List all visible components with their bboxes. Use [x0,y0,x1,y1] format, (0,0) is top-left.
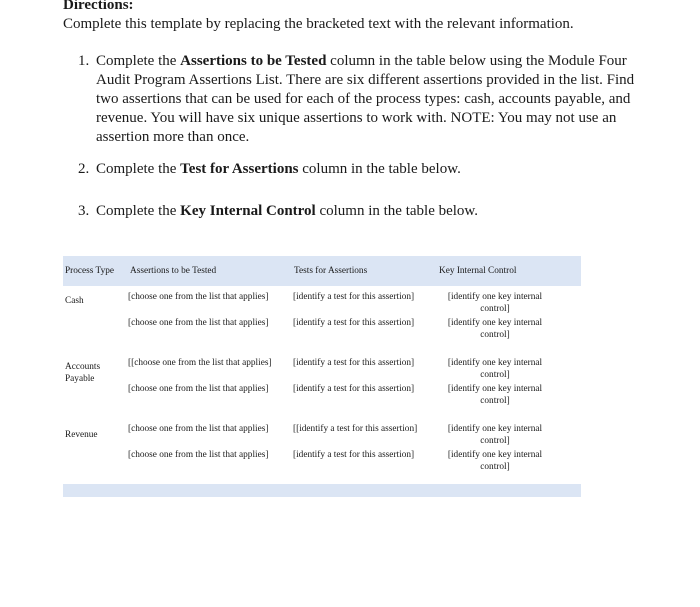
assertion-cell: [choose one from the list that applies] [128,318,269,328]
test-cell: [identify a test for this assertion] [293,358,415,368]
instruction-list [78,52,638,222]
control-cell: [identify one key internal control] [447,450,543,472]
test-cell: [identify a test for this assertion] [293,384,415,394]
process-type-cell: Cash [65,296,84,306]
table-row [63,383,581,409]
header-process-type: Process Type [65,266,115,276]
test-cell: [identify a test for this assertion] [293,292,415,302]
control-cell: [identify one key internal control] [447,358,543,380]
control-cell: [identify one key internal control] [447,424,543,446]
intro-text: Complete this template by replacing the bracketed text with the relevant information. [63,16,574,32]
table-group-revenue [63,423,581,475]
step-number: 2. [78,161,90,177]
test-cell: [identify a test for this assertion] [293,450,415,460]
table-header-row [63,256,581,286]
instruction-item [78,52,638,147]
step-number: 3. [78,203,90,219]
control-cell: [identify one key internal control] [447,318,543,340]
table-group-accounts-payable [63,357,581,409]
table-row [63,449,581,475]
header-assertions: Assertions to be Tested [130,266,217,276]
assertion-cell: [choose one from the list that applies] [128,384,269,394]
table-footer-band [63,484,581,497]
header-key-control: Key Internal Control [439,266,517,276]
assertions-table [63,256,581,475]
assertion-cell: [choose one from the list that applies] [128,450,269,460]
table-row [63,291,581,317]
instruction-item [78,160,638,189]
table-row [63,317,581,343]
control-cell: [identify one key internal control] [447,292,543,314]
directions-heading: Directions: [63,0,134,13]
process-type-cell: Accounts Payable [65,362,101,384]
assertion-cell: [choose one from the list that applies] [128,292,269,302]
instruction-item [78,202,638,222]
step-text: Complete the Assertions to be Tested column in the table below using the Module Four Audit Program Assertions List. There are six different assertions provided in the list. Find two assertions that can be used for each of the process types: cash, accounts payable, and revenue. You will have six unique assertions to work with. NOTE: You may not use an assertion more than once. [96,53,635,145]
test-cell: [[identify a test for this assertion] [293,424,418,434]
assertion-cell: [choose one from the list that applies] [128,424,269,434]
table-group-cash [63,291,581,343]
header-tests: Tests for Assertions [294,266,368,276]
step-text: Complete the Key Internal Control column in the table below. [96,203,479,219]
assertion-cell: [[choose one from the list that applies] [128,358,272,368]
step-text: Complete the Test for Assertions column in the table below. [96,161,461,177]
process-type-cell: Revenue [65,430,98,440]
control-cell: [identify one key internal control] [447,384,543,406]
step-number: 1. [78,53,90,69]
table-row [63,423,581,449]
test-cell: [identify a test for this assertion] [293,318,415,328]
table-row [63,357,581,383]
